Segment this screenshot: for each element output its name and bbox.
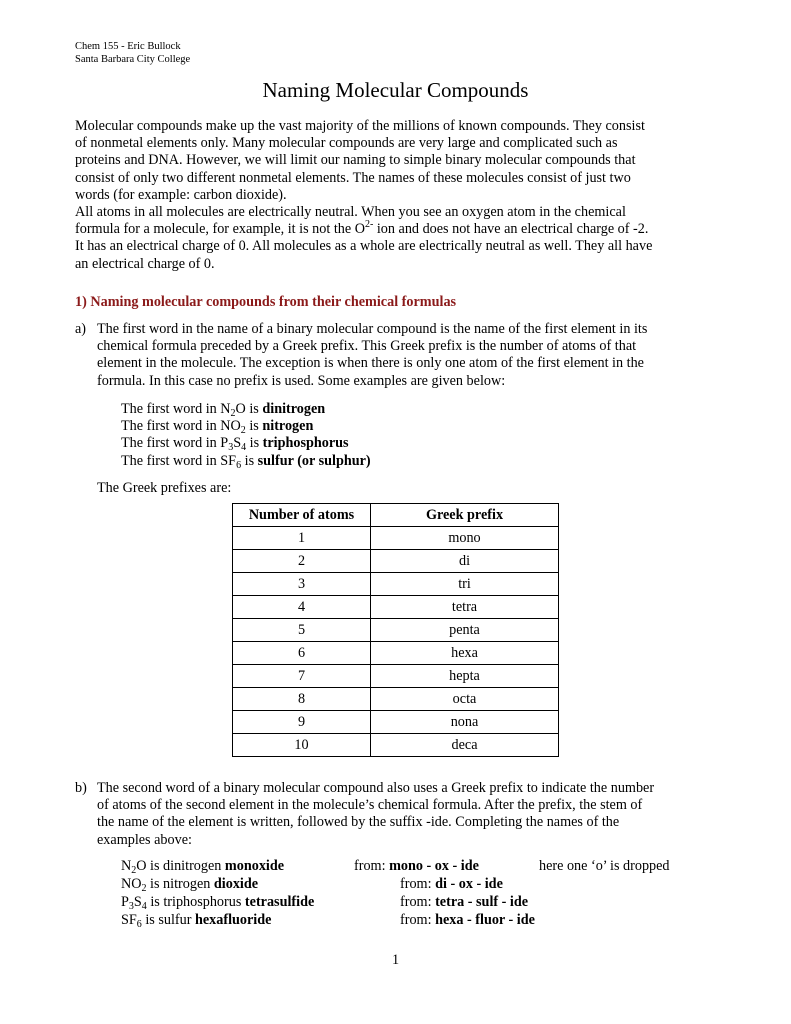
para-line: the name of the element is written, followed by the suffix -ide. Completing the names of the <box>97 814 620 831</box>
atoms-cell: 4 <box>233 596 371 619</box>
first-word-name: dinitrogen <box>262 401 326 417</box>
para-b-marker: b) <box>75 780 87 796</box>
header-college: Santa Barbara City College <box>75 54 191 65</box>
first-word-examples <box>121 401 371 470</box>
table-header-row <box>233 504 559 527</box>
prefix-cell: tetra <box>371 596 559 619</box>
table-row <box>233 573 559 596</box>
header-author: Chem 155 - Eric Bullock <box>75 41 181 52</box>
intro-line: proteins and DNA. However, we will limit our naming to simple binary molecular compounds that <box>75 152 636 169</box>
para-a-marker: a) <box>75 321 87 337</box>
compound-suffix-name: monoxide <box>224 858 285 874</box>
prefix-cell: tri <box>371 573 559 596</box>
section-heading: 1) Naming molecular compounds from their chemical formulas <box>75 294 457 310</box>
prefix-cell: hexa <box>371 642 559 665</box>
atoms-cell: 1 <box>233 527 371 550</box>
intro-line: consist of only two different nonmetal elements. The names of these molecules consist of just two <box>75 169 631 186</box>
intro-line: an electrical charge of 0. <box>75 255 215 272</box>
atoms-cell: 7 <box>233 665 371 688</box>
para-a <box>97 321 647 390</box>
prefix-intro: The Greek prefixes are: <box>97 480 232 496</box>
table-row <box>233 711 559 734</box>
prefix-cell: octa <box>371 688 559 711</box>
table-row <box>233 619 559 642</box>
intro-line: It has an electrical charge of 0. All molecules as a whole are electrically neutral as well. They all have <box>75 238 653 255</box>
para-line: chemical formula preceded by a Greek prefix. This Greek prefix is the number of atoms of that <box>97 338 637 355</box>
prefix-cell: penta <box>371 619 559 642</box>
compound-suffix-name: hexafluoride <box>194 912 272 928</box>
atoms-cell: 2 <box>233 550 371 573</box>
derivation-note: here one ‘o’ is dropped <box>539 858 670 874</box>
intro-text: formula for a molecule, for example, it is not the O <box>75 221 365 238</box>
atoms-cell: 6 <box>233 642 371 665</box>
table-row <box>233 550 559 573</box>
para-line: of atoms of the second element in the molecule’s chemical formula. After the prefix, the stem of <box>97 797 643 814</box>
atoms-cell: 10 <box>233 734 371 757</box>
table-row <box>233 596 559 619</box>
intro-text: ion and does not have an electrical charge of -2. <box>373 221 649 238</box>
table-row <box>233 688 559 711</box>
prefix-cell: di <box>371 550 559 573</box>
first-word-line: The first word in $N_2O$ is dinitrogen <box>121 401 326 419</box>
para-b <box>97 780 654 849</box>
column-header: Number of atoms <box>233 504 371 527</box>
derivation: from: hexa - fluor - ide <box>400 912 535 928</box>
prefix-cell: deca <box>371 734 559 757</box>
example-line: $SF_6$ is sulfur hexafluoride <box>121 912 272 930</box>
page-title: Naming Molecular Compounds <box>262 78 529 102</box>
first-word-name: triphosphorus <box>262 435 349 452</box>
prefix-cell: mono <box>371 527 559 550</box>
first-word-line: The first word in $SF_6$ is sulfur (or sulphur) <box>121 452 371 471</box>
para-line: element in the molecule. The exception is when there is only one atom of the first element in the <box>97 355 644 372</box>
intro-line: Molecular compounds make up the vast majority of the millions of known compounds. They consist <box>75 118 645 134</box>
first-word-line: The first word in $P_3S_4$ is triphosphorus <box>121 435 349 454</box>
derivation: from: di - ox - ide <box>400 876 503 892</box>
example-line: $P_3S_4$ is triphosphorus tetrasulfide <box>121 894 315 912</box>
compound-suffix-name: tetrasulfide <box>244 894 315 910</box>
para-line: The first word in the name of a binary molecular compound is the name of the first element in its <box>97 321 648 337</box>
prefix-cell: nona <box>371 711 559 734</box>
table-row <box>233 642 559 665</box>
atoms-cell: 8 <box>233 688 371 711</box>
atoms-cell: 5 <box>233 619 371 642</box>
intro-paragraph <box>75 118 652 273</box>
example-line: $NO_2$ is nitrogen dioxide <box>121 876 259 894</box>
intro-line: words (for example: carbon dioxide). <box>75 186 287 203</box>
intro-line: All atoms in all molecules are electrically neutral. When you see an oxygen atom in the chemical <box>75 204 626 221</box>
table-row <box>233 665 559 688</box>
example-line: $N_2O$ is dinitrogen monoxide <box>121 858 285 876</box>
compound-suffix-name: dioxide <box>213 876 259 892</box>
atoms-cell: 3 <box>233 573 371 596</box>
first-word-name: nitrogen <box>262 418 314 435</box>
intro-line <box>75 221 652 238</box>
column-header: Greek prefix <box>371 504 559 527</box>
page-number: 1 <box>391 952 400 968</box>
derivation: from: mono - ox - ide <box>354 858 479 874</box>
prefix-cell: hepta <box>371 665 559 688</box>
first-word-line: The first word in $NO_2$ is nitrogen <box>121 418 314 437</box>
charge-superscript: 2- <box>364 219 374 231</box>
para-line: formula. In this case no prefix is used. Some examples are given below: <box>97 372 506 389</box>
first-word-name: sulfur (or sulphur) <box>257 452 371 469</box>
para-line: The second word of a binary molecular compound also uses a Greek prefix to indicate the number <box>97 780 655 796</box>
greek-prefix-table <box>232 503 559 757</box>
table-row <box>233 734 559 757</box>
derivation: from: tetra - sulf - ide <box>400 894 529 910</box>
para-line: examples above: <box>97 831 192 848</box>
table-row <box>233 527 559 550</box>
atoms-cell: 9 <box>233 711 371 734</box>
intro-line: of nonmetal elements only. Many molecular compounds are very large and complicated such as <box>75 135 618 152</box>
